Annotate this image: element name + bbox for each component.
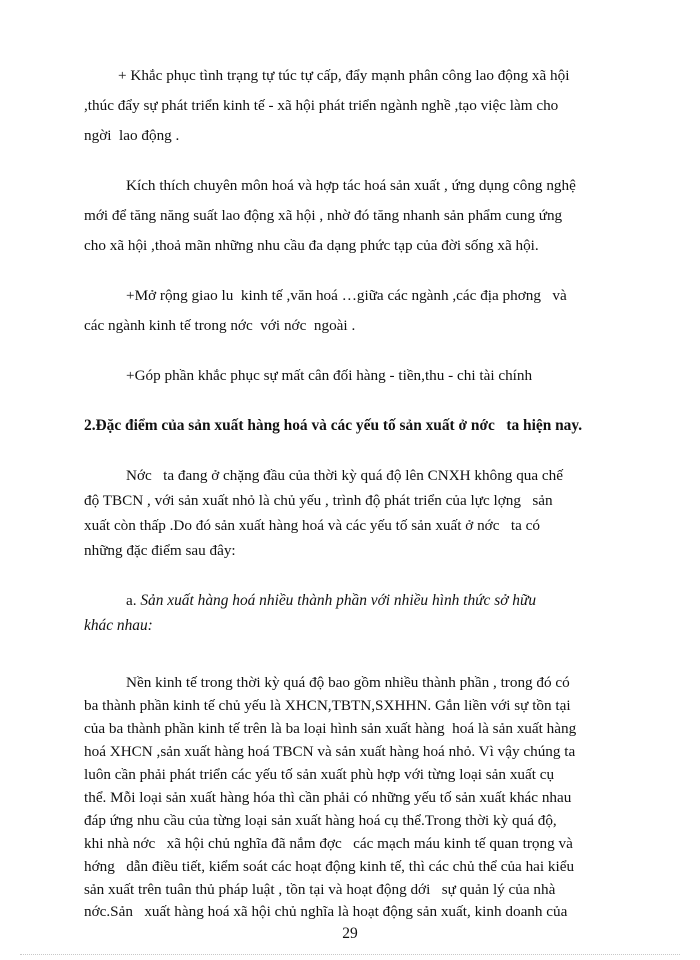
subheading-a-prefix: a. — [126, 592, 141, 609]
subheading-a-text: Sản xuất hàng hoá nhiều thành phần với nhiều hình thức sở hữu — [140, 592, 537, 609]
paragraph-6-line-4: những đặc điểm sau đây: — [84, 542, 236, 559]
paragraph-8-line-9: hớng dẫn điều tiết, kiểm soát các hoạt động kinh tế, thì các chủ thể của hai kiểu — [84, 858, 575, 875]
paragraph-3-line-2: các ngành kinh tế trong nớc với nớc ngoài . — [84, 317, 356, 334]
paragraph-6-line-2: độ TBCN , với sản xuất nhỏ là chủ yếu , trình độ phát triển của lực lợng sản — [84, 492, 553, 509]
paragraph-3-line-1: +Mở rộng giao lu kinh tế ,văn hoá …giữa các ngành ,các địa phơng và — [126, 287, 567, 304]
section-heading: 2.Đặc điểm của sản xuất hàng hoá và các yếu tố sản xuất ở nớc ta hiện nay. — [84, 417, 583, 434]
paragraph-1-line-3: ngời lao động . — [84, 127, 180, 144]
paragraph-8-line-4: hoá XHCN ,sản xuất hàng hoá TBCN và sản xuất hàng hoá nhỏ. Vì vậy chúng ta — [84, 743, 576, 760]
page-bottom-rule — [20, 954, 680, 955]
page-number: 29 — [342, 925, 358, 942]
subheading-a-line-2: khác nhau: — [84, 617, 153, 634]
paragraph-8-line-11: nớc.Sản xuất hàng hoá xã hội chủ nghĩa là hoạt động sản xuất, kinh doanh của — [84, 903, 568, 920]
paragraph-8-line-7: đáp ứng nhu cầu của từng loại sản xuất hàng hoá cụ thể.Trong thời kỳ quá độ, — [84, 812, 557, 829]
paragraph-4-line-1: +Góp phần khắc phục sự mất cân đối hàng - tiền,thu - chi tài chính — [126, 367, 533, 384]
paragraph-8-line-8: khi nhà nớc xã hội chủ nghĩa đã nắm đợc các mạch máu kinh tế quan trọng và — [84, 835, 573, 852]
paragraph-8-line-5: luôn cần phải phát triển các yếu tố sản xuất phù hợp với từng loại sản xuất cụ — [84, 766, 555, 783]
paragraph-2-line-1: Kích thích chuyên môn hoá và hợp tác hoá sản xuất , ứng dụng công nghệ — [126, 177, 576, 194]
paragraph-2-line-2: mới để tăng năng suất lao động xã hội , nhờ đó tăng nhanh sản phẩm cung ứng — [84, 207, 563, 224]
paragraph-2-line-3: cho xã hội ,thoả mãn những nhu cầu đa dạng phức tạp của đời sống xã hội. — [84, 237, 539, 254]
paragraph-8-line-1: Nền kinh tế trong thời kỳ quá độ bao gồm nhiều thành phần , trong đó có — [126, 674, 570, 691]
paragraph-8-line-10: sản xuất trên tuân thủ pháp luật , tồn tại và hoạt động dới sự quản lý của nhà — [84, 881, 556, 898]
paragraph-8-line-6: thể. Mỗi loại sản xuất hàng hóa thì cần phải có những yếu tố sản xuất khác nhau — [84, 789, 572, 806]
paragraph-8-line-3: của ba thành phần kinh tế trên là ba loại hình sản xuất hàng hoá là sản xuất hàng — [84, 720, 577, 737]
paragraph-8-line-2: ba thành phần kinh tế chủ yếu là XHCN,TBTN,SXHHN. Gắn liền với sự tồn tại — [84, 697, 571, 714]
paragraph-6-line-1: Nớc ta đang ở chặng đầu của thời kỳ quá độ lên CNXH không qua chế — [126, 467, 563, 484]
subheading-a-line-1 — [126, 591, 536, 611]
paragraph-6-line-3: xuất còn thấp .Do đó sản xuất hàng hoá và các yếu tố sản xuất ở nớc ta có — [84, 517, 540, 534]
paragraph-1-line-2: ,thúc đẩy sự phát triển kinh tế - xã hội phát triển ngành nghề ,tạo việc làm cho — [84, 97, 559, 114]
paragraph-1-line-1: + Khắc phục tình trạng tự túc tự cấp, đẩy mạnh phân công lao động xã hội — [118, 67, 570, 84]
